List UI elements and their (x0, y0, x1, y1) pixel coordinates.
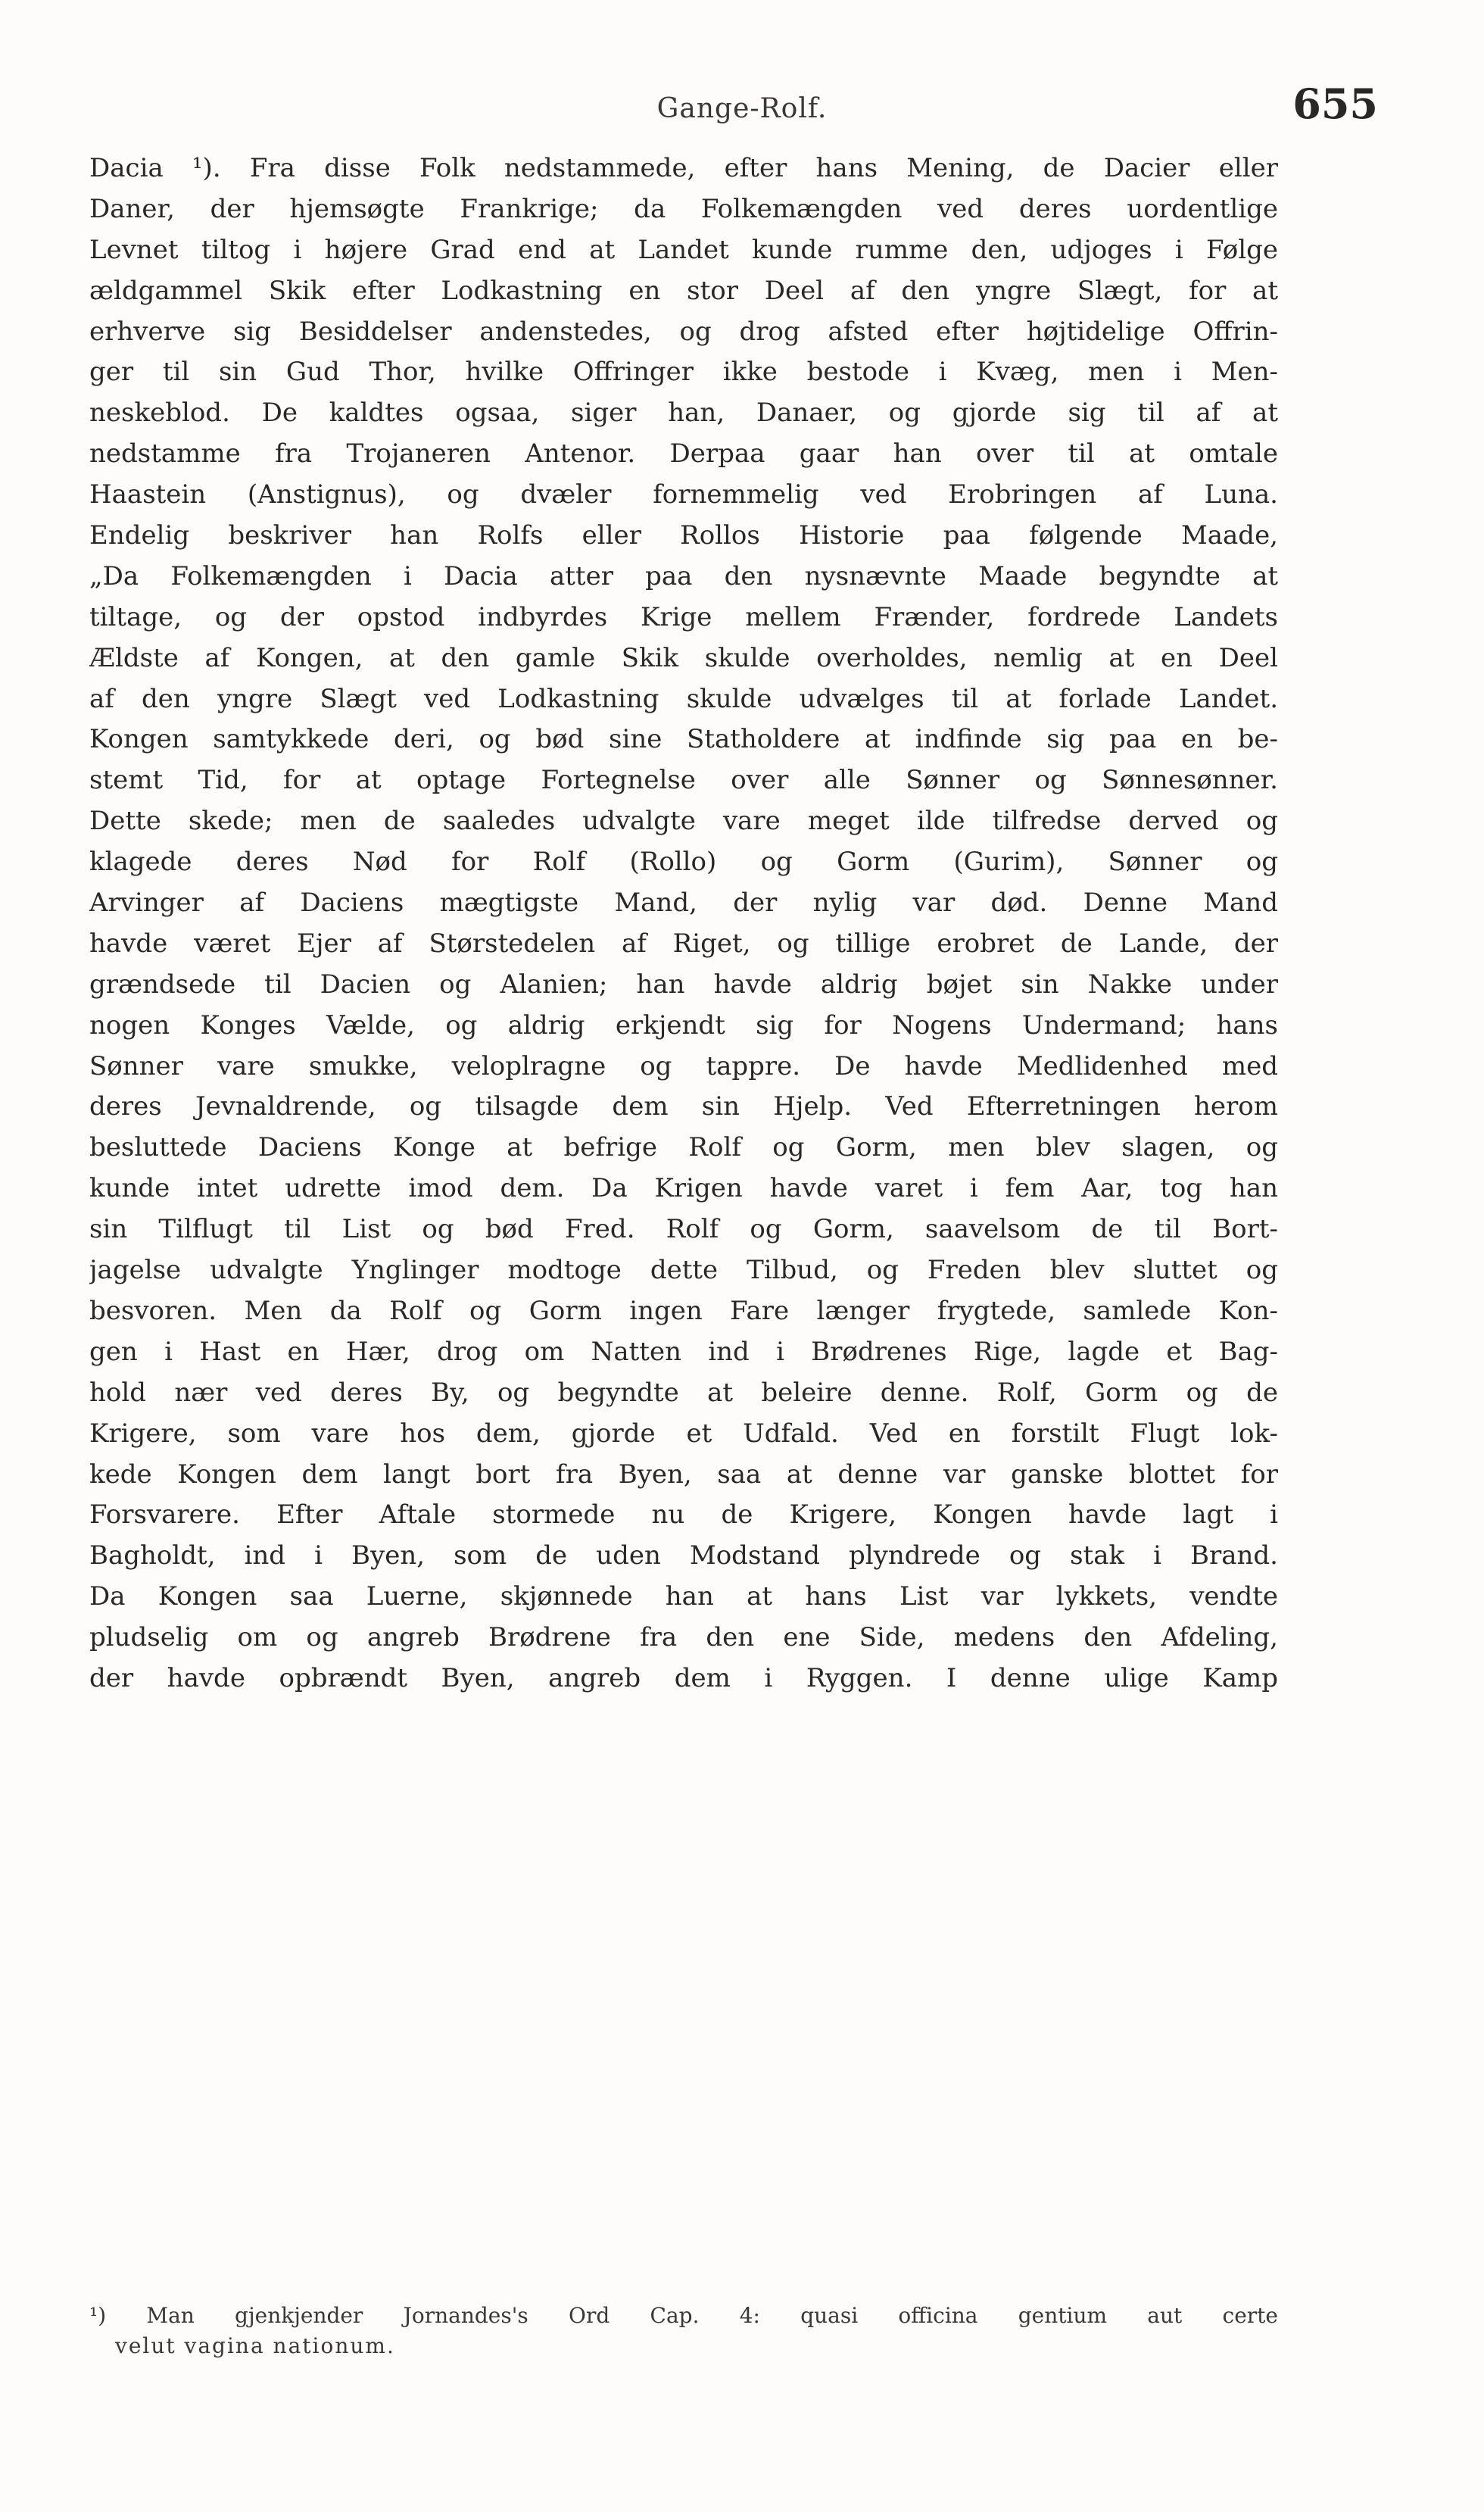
text-line: „Da Folkemængden i Dacia atter paa den nysnævnte Maade begyndte at (89, 560, 1278, 591)
text-line: kunde intet udrette imod dem. Da Krigen havde varet i fem Aar, tog han (89, 1173, 1278, 1204)
text-line: deres Jevnaldrende, og tilsagde dem sin Hjelp. Ved Efterretningen herom (89, 1091, 1278, 1122)
text-line: Forsvarere. Efter Aftale stormede nu de Krigere, Kongen havde lagt i (89, 1499, 1278, 1531)
text-line: Haastein (Anstignus), og dvæler fornemmelig ved Erobringen af Luna. (89, 479, 1278, 510)
text-line: Dette skede; men de saaledes udvalgte vare meget ilde tilfredse derved og (89, 806, 1278, 837)
body-text (89, 148, 1278, 1699)
text-line: neskeblod. De kaldtes ogsaa, siger han, Danaer, og gjorde sig til af at (89, 398, 1278, 429)
text-line: ældgammel Skik efter Lodkastning en stor Deel af den yngre Slægt, for at (89, 275, 1278, 306)
text-line: Arvinger af Daciens mægtigste Mand, der nylig var død. Denne Mand (89, 888, 1278, 919)
text-line: Dacia ¹). Fra disse Folk nedstammede, efter hans Mening, de Dacier eller (89, 153, 1278, 183)
text-line: stemt Tid, for at optage Fortegnelse over alle Sønner og Sønnesønner. (89, 765, 1278, 796)
text-line: havde været Ejer af Størstedelen af Riget, og tillige erobret de Lande, der (89, 928, 1278, 959)
footnote (89, 2301, 1278, 2361)
text-line: erhverve sig Besiddelser andenstedes, og drog afsted efter højtidelige Offrin- (89, 316, 1278, 347)
footnote-line: ¹) Man gjenkjender Jornandes's Ord Cap. 4: quasi officina gentium aut certe (89, 2303, 1278, 2328)
page-header (0, 80, 1484, 140)
page-number: 655 (1292, 80, 1378, 128)
text-line: klagede deres Nød for Rolf (Rollo) og Gorm (Gurim), Sønner og (89, 847, 1278, 878)
text-line: Levnet tiltog i højere Grad end at Landet kunde rumme den, udjoges i Følge (89, 234, 1278, 265)
text-line: tiltage, og der opstod indbyrdes Krige mellem Frænder, fordrede Landets (89, 601, 1278, 632)
text-line: af den yngre Slægt ved Lodkastning skulde udvælges til at forlade Landet. (89, 683, 1278, 714)
text-line: grændsede til Dacien og Alanien; han havde aldrig bøjet sin Nakke under (89, 969, 1278, 1000)
text-line: Bagholdt, ind i Byen, som de uden Modstand plyndrede og stak i Brand. (89, 1540, 1278, 1571)
text-line: besvoren. Men da Rolf og Gorm ingen Fare længer frygtede, samlede Kon- (89, 1295, 1278, 1326)
text-line: Sønner vare smukke, veloplragne og tappre. De havde Medlidenhed med (89, 1050, 1278, 1081)
text-line: gen i Hast en Hær, drog om Natten ind i Brødrenes Rige, lagde et Bag- (89, 1336, 1278, 1367)
text-line: Endelig beskriver han Rolfs eller Rollos Historie paa følgende Maade, (89, 520, 1278, 551)
text-line: nogen Konges Vælde, og aldrig erkjendt sig for Nogens Undermand; hans (89, 1009, 1278, 1041)
footnote-line: velut vagina nationum. (115, 2333, 395, 2358)
text-line: sin Tilflugt til List og bød Fred. Rolf og Gorm, saavelsom de til Bort- (89, 1214, 1278, 1245)
text-line: nedstamme fra Trojaneren Antenor. Derpaa gaar han over til at omtale (89, 438, 1278, 470)
text-line: hold nær ved deres By, og begyndte at beleire denne. Rolf, Gorm og de (89, 1377, 1278, 1408)
text-line: Ældste af Kongen, at den gamle Skik skulde overholdes, nemlig at en Deel (89, 642, 1278, 673)
text-line: pludselig om og angreb Brødrene fra den ene Side, medens den Afdeling, (89, 1622, 1278, 1653)
text-line: Da Kongen saa Luerne, skjønnede han at hans List var lykkets, vendte (89, 1581, 1278, 1612)
text-line: jagelse udvalgte Ynglinger modtoge dette Tilbud, og Freden blev sluttet og (89, 1255, 1278, 1286)
text-line: Kongen samtykkede deri, og bød sine Statholdere at indfinde sig paa en be- (89, 724, 1278, 755)
text-line: besluttede Daciens Konge at befrige Rolf og Gorm, men blev slagen, og (89, 1132, 1278, 1163)
text-line: Daner, der hjemsøgte Frankrige; da Folkemængden ved deres uordentlige (89, 193, 1278, 224)
text-line: ger til sin Gud Thor, hvilke Offringer ikke bestode i Kvæg, men i Men- (89, 357, 1278, 388)
text-line: der havde opbrændt Byen, angreb dem i Ryggen. I denne ulige Kamp (89, 1662, 1278, 1693)
running-head: Gange-Rolf. (656, 93, 828, 124)
text-line: Krigere, som vare hos dem, gjorde et Udfald. Ved en forstilt Flugt lok- (89, 1418, 1278, 1449)
text-line: kede Kongen dem langt bort fra Byen, saa at denne var ganske blottet for (89, 1459, 1278, 1490)
